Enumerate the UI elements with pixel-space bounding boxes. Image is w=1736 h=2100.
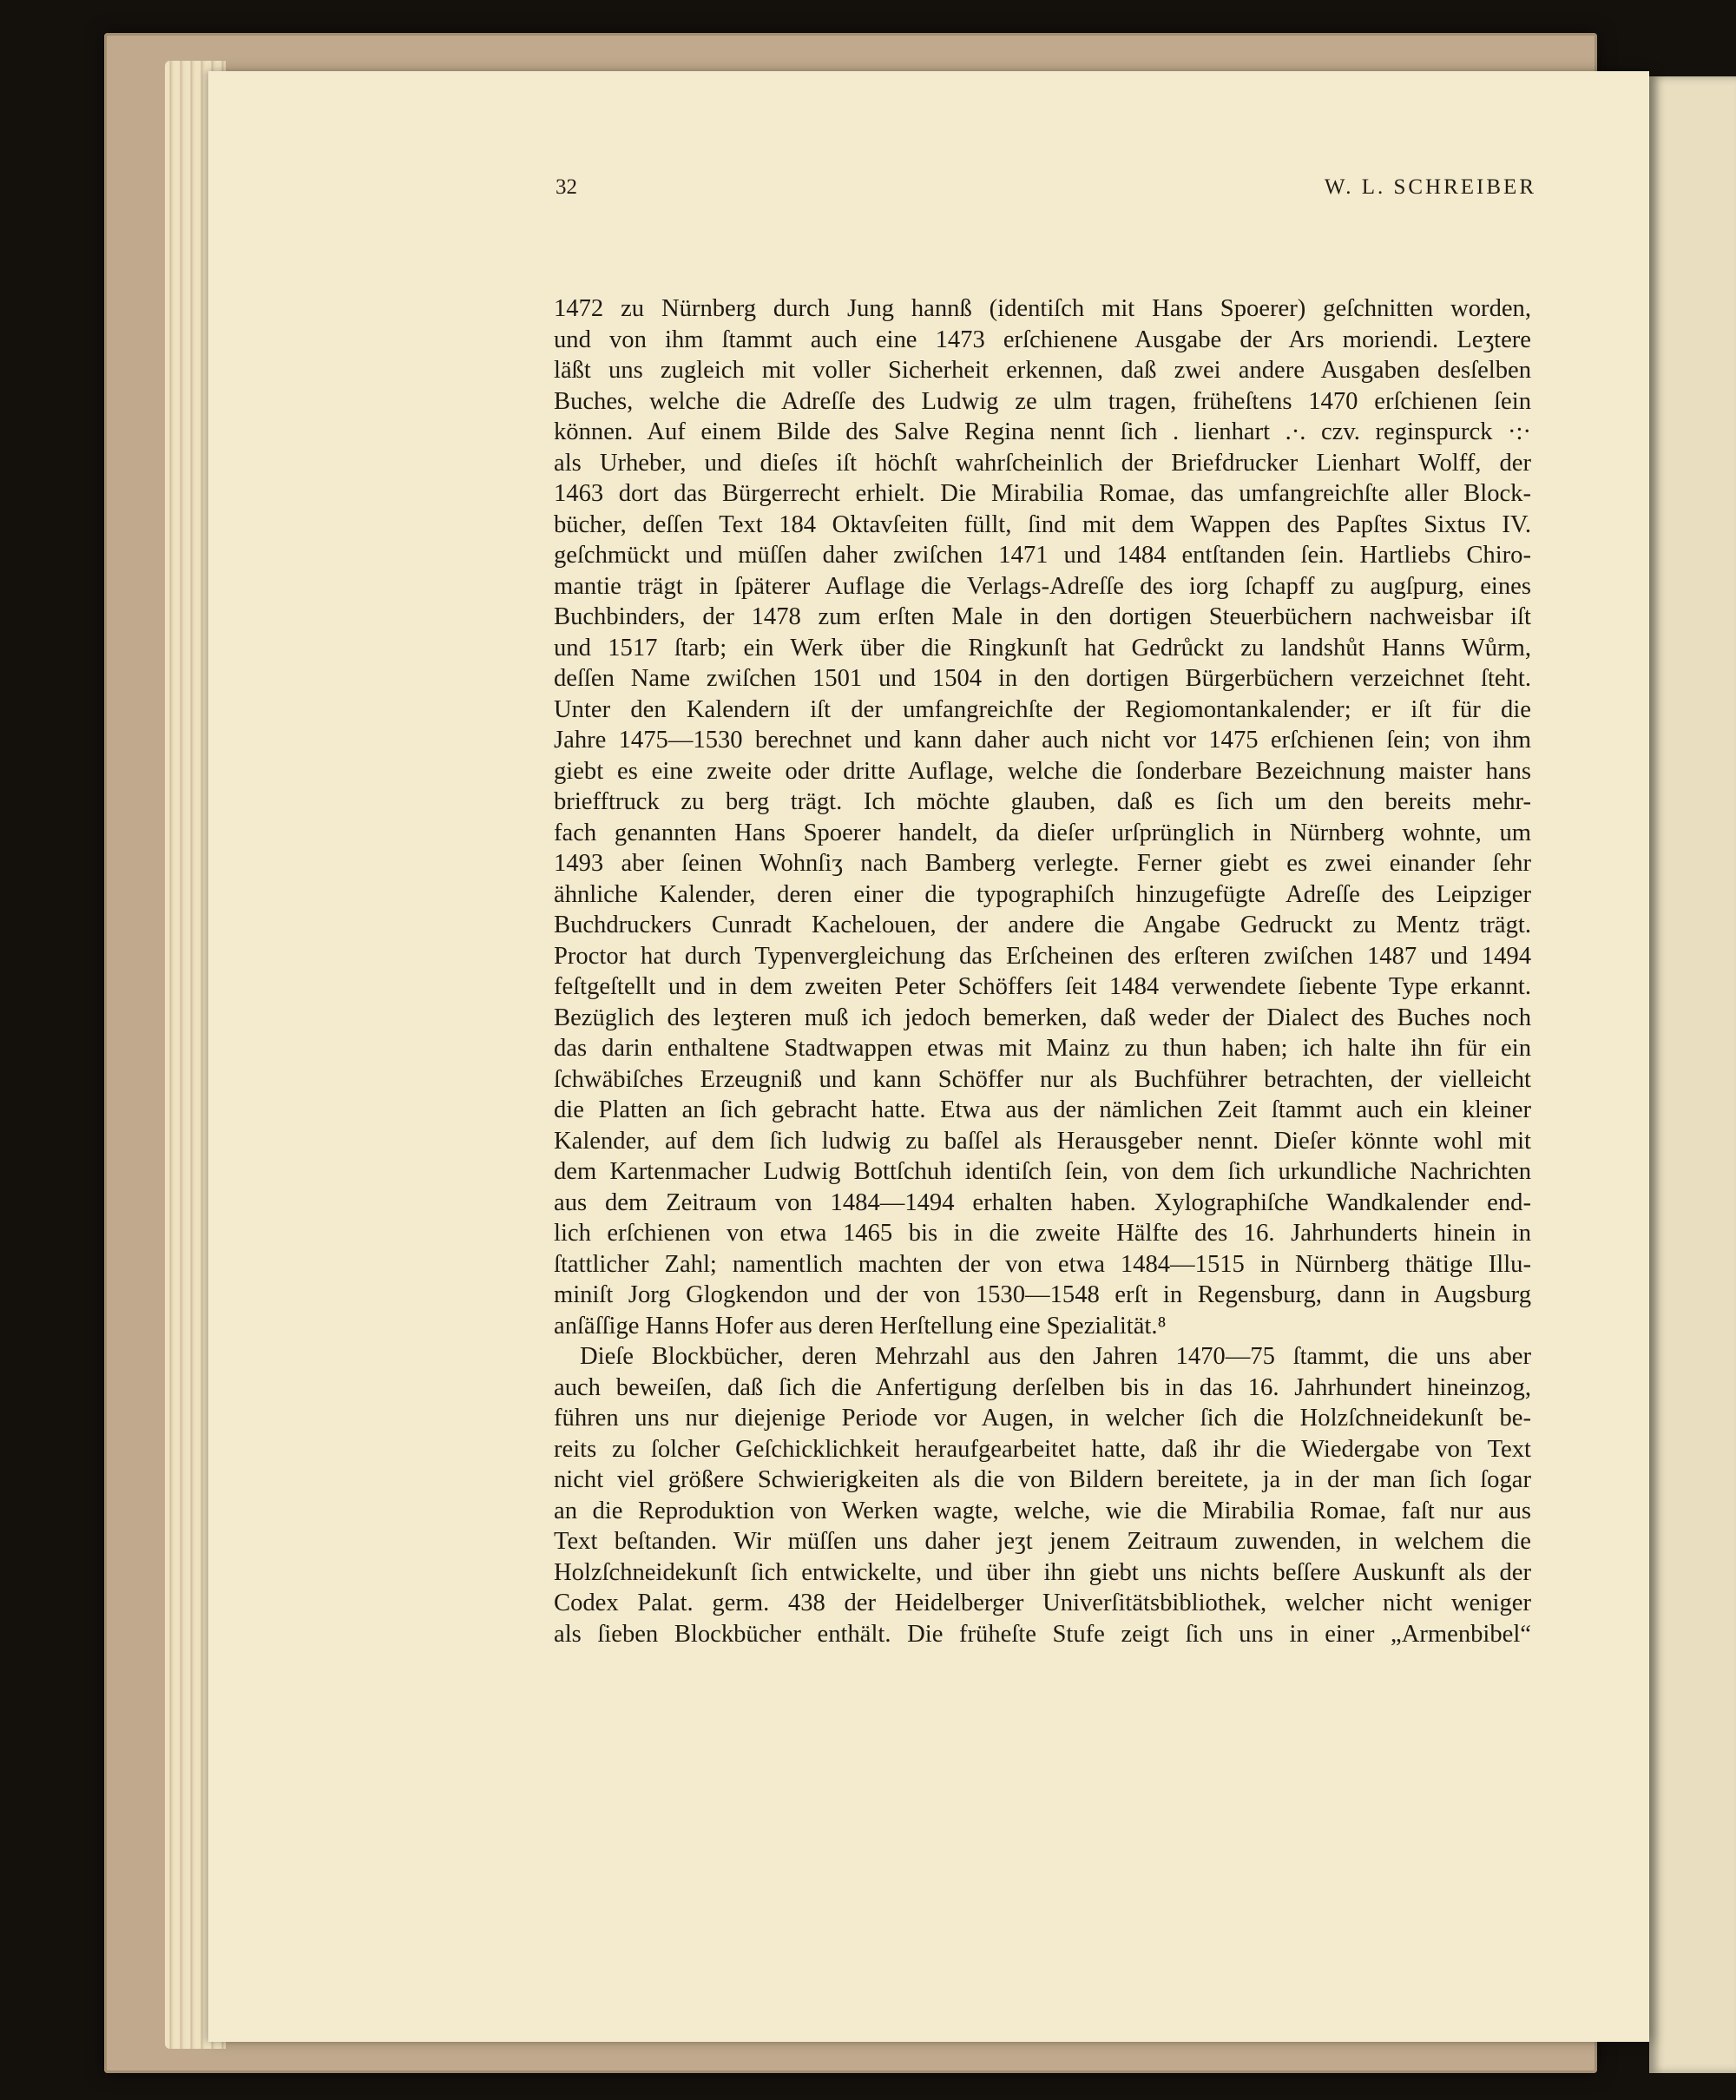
text-line: anſäſſige Hanns Hofer aus deren Herſtellung eine Spezialität.⁸ — [554, 1312, 1167, 1340]
text-line: Codex Palat. germ. 438 der Heidelberger Univerſitätsbibliothek, welcher nicht weniger — [554, 1590, 1531, 1616]
text-line: ſtattlicher Zahl; namentlich machten der von etwa 1484—1515 in Nürnberg thätige Illu- — [554, 1250, 1531, 1278]
text-line: mantie trägt in ſpäterer Auflage die Verlags-Adreſſe des iorg ſchapff zu augſpurg, eines — [554, 572, 1531, 600]
body-text — [554, 293, 1531, 1649]
text-line: und von ihm ſtammt auch eine 1473 erſchienene Ausgabe der Ars moriendi. Leʒtere — [554, 326, 1531, 353]
text-line: aus dem Zeitraum von 1484—1494 erhalten haben. Xylographiſche Wandkalender end- — [554, 1188, 1531, 1216]
text-line: 1472 zu Nürnberg durch Jung hannß (identiſch mit Hans Spoerer) geſchnitten worden, — [554, 295, 1531, 322]
text-line: das darin enthaltene Stadtwappen etwas mit Mainz zu thun haben; ich halte ihn für ein — [554, 1035, 1531, 1062]
text-line: 1493 aber ſeinen Wohnſiʒ nach Bamberg verlegte. Ferner giebt es zwei einander ſehr — [554, 850, 1531, 877]
text-line: dem Kartenmacher Ludwig Bottſchuh identiſch ſein, von dem ſich urkundliche Nachrichten — [554, 1158, 1531, 1185]
text-line: ſchwäbiſches Erzeugniß und kann Schöffer nur als Buchführer betrachten, der vielleicht — [554, 1065, 1531, 1093]
text-line: fach genannten Hans Spoerer handelt, da dieſer urſprünglich in Nürnberg wohnte, um — [554, 819, 1531, 846]
text-line: Buchdruckers Cunradt Kachelouen, der andere die Angabe Gedruckt zu Mentz trägt. — [554, 912, 1531, 938]
text-line: die Platten an ſich gebracht hatte. Etwa aus der nämlichen Zeit ſtammt auch ein kleiner — [554, 1096, 1531, 1123]
running-head: W. L. SCHREIBER — [1324, 175, 1536, 199]
text-line: Dieſe Blockbücher, deren Mehrzahl aus den Jahren 1470—75 ſtammt, die uns aber — [580, 1343, 1531, 1370]
text-line: Jahre 1475—1530 berechnet und kann daher auch nicht vor 1475 erſchienen ſein; von ihm — [554, 727, 1531, 754]
text-line: reits zu ſolcher Geſchicklichkeit heraufgearbeitet hatte, daß ihr die Wiedergabe von Text — [554, 1435, 1531, 1463]
facing-page-edge — [1649, 76, 1736, 2073]
text-line: briefftruck zu berg trägt. Ich möchte glauben, daß es ſich um den bereits mehr- — [554, 788, 1531, 815]
text-line: Bezüglich des leʒteren muß ich jedoch bemerken, daß weder der Dialect des Buches noch — [554, 1004, 1531, 1031]
text-line: als Urheber, und dieſes iſt höchſt wahrſcheinlich der Briefdrucker Lienhart Wolff, der — [554, 449, 1531, 477]
text-line: Buches, welche die Adreſſe des Ludwig ze ulm tragen, früheſtens 1470 erſchienen ſein — [554, 387, 1531, 415]
text-line: können. Auf einem Bilde des Salve Regina nennt ſich . lienhart .·. czv. reginspurck ·:· — [554, 418, 1531, 445]
text-line: läßt uns zugleich mit voller Sicherheit erkennen, daß zwei andere Ausgaben desſelben — [554, 357, 1531, 384]
text-line: feſtgeſtellt und in dem zweiten Peter Schöffers ſeit 1484 verwendete ſiebente Type erkannt. — [554, 973, 1531, 1000]
page-header — [347, 175, 1536, 210]
text-line: lich erſchienen von etwa 1465 bis in die zweite Hälfte des 16. Jahrhunderts hinein in — [554, 1220, 1531, 1247]
page-number: 32 — [556, 175, 577, 199]
text-line: Kalender, auf dem ſich ludwig zu baſſel als Herausgeber nennt. Dieſer könnte wohl mit — [554, 1127, 1531, 1155]
text-line: Text beſtanden. Wir müſſen uns daher jeʒt jenem Zeitraum zuwenden, in welchem die — [554, 1528, 1531, 1555]
text-line: 1463 dort das Bürgerrecht erhielt. Die Mirabilia Romae, das umfangreichſte aller Block- — [554, 480, 1531, 507]
text-line: Holzſchneidekunſt ſich entwickelte, und über ihn giebt uns nichts beſſere Auskunft als der — [554, 1558, 1531, 1586]
text-line: führen uns nur diejenige Periode vor Augen, in welcher ſich die Holzſchneidekunſt be- — [554, 1405, 1531, 1432]
text-line: Proctor hat durch Typenvergleichung das Erſcheinen des erſteren zwiſchen 1487 und 1494 — [554, 942, 1531, 970]
text-line: giebt es eine zweite oder dritte Auflage, welche die ſonderbare Bezeichnung maister hans — [554, 757, 1531, 785]
text-line: deſſen Name zwiſchen 1501 und 1504 in den dortigen Bürgerbüchern verzeichnet ſteht. — [554, 665, 1531, 692]
text-line: und 1517 ſtarb; ein Werk über die Ringkunſt hat Gedrůckt zu landshůt Hanns Wůrm, — [554, 634, 1531, 662]
text-line: ähnliche Kalender, deren einer die typographiſch hinzugefügte Adreſſe des Leipziger — [554, 880, 1531, 908]
text-line: nicht viel größere Schwierigkeiten als die von Bildern bereitete, ja in der man ſich ſogar — [554, 1466, 1531, 1493]
text-line: auch beweiſen, daß ſich die Anfertigung derſelben bis in das 16. Jahrhundert hineinzog, — [554, 1373, 1531, 1401]
text-line: geſchmückt und müſſen daher zwiſchen 1471 und 1484 entſtanden ſein. Hartliebs Chiro- — [554, 542, 1531, 569]
text-line: miniſt Jorg Glogkendon und der von 1530—1548 erſt in Regensburg, dann in Augsburg — [554, 1281, 1531, 1308]
text-line: bücher, deſſen Text 184 Oktavſeiten füllt, ſind mit dem Wappen des Papſtes Sixtus IV. — [554, 510, 1531, 538]
text-line: Unter den Kalendern iſt der umfangreichſte der Regiomontankalender; er iſt für die — [554, 695, 1531, 723]
text-line: an die Reproduktion von Werken wagte, welche, wie die Mirabilia Romae, faſt nur aus — [554, 1497, 1531, 1524]
text-line: als ſieben Blockbücher enthält. Die früheſte Stufe zeigt ſich uns in einer „Armenbibel“ — [554, 1620, 1531, 1648]
text-line: Buchbinders, der 1478 zum erſten Male in den dortigen Steuerbüchern nachweisbar iſt — [554, 603, 1531, 630]
